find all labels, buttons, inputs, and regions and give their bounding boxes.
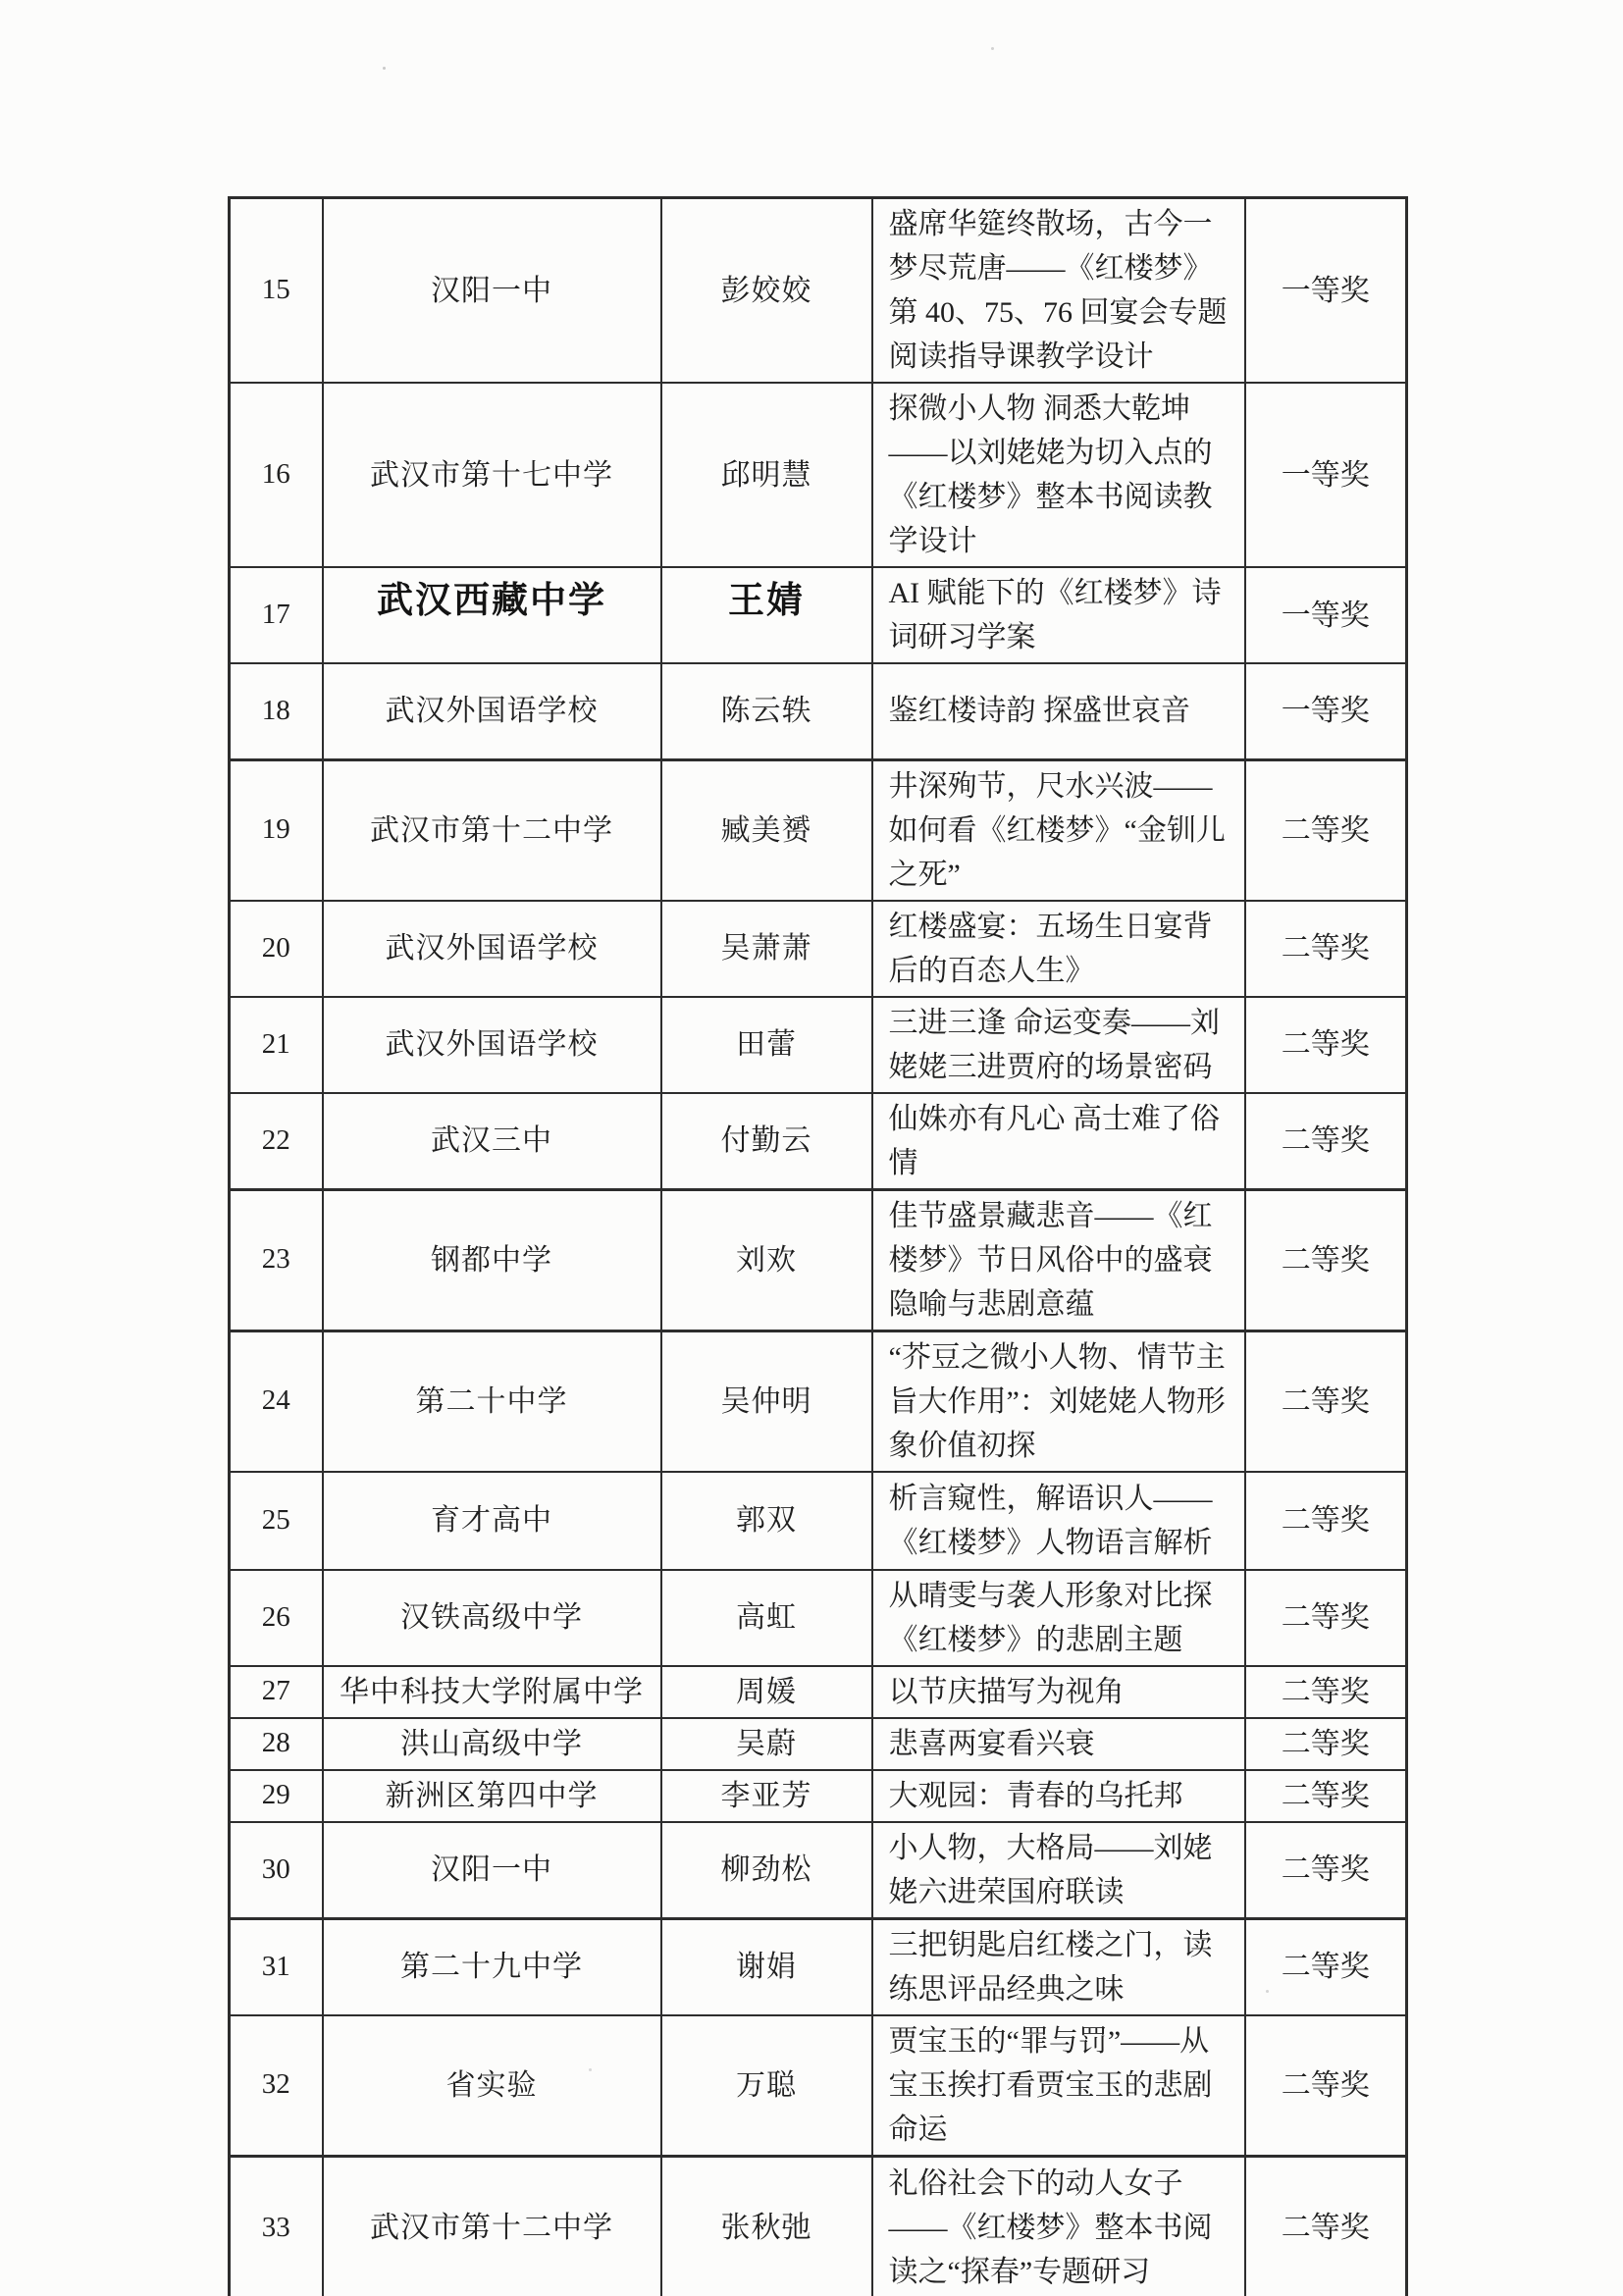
table-row — [230, 198, 1407, 384]
cell-school-name: 汉阳一中 — [323, 198, 661, 384]
table-row — [230, 567, 1407, 663]
cell-person-name: 臧美赟 — [661, 759, 872, 901]
table-row — [230, 383, 1407, 567]
cell-award-level: 二等奖 — [1245, 2015, 1407, 2157]
cell-school-name: 新洲区第四中学 — [323, 1770, 661, 1822]
cell-person-name: 田蕾 — [661, 997, 872, 1093]
cell-entry-title: 悲喜两宴看兴衰 — [872, 1718, 1245, 1770]
table-row — [230, 663, 1407, 759]
cell-person-name: 李亚芳 — [661, 1770, 872, 1822]
cell-award-level: 二等奖 — [1245, 997, 1407, 1093]
cell-entry-title: 鉴红楼诗韵 探盛世哀音 — [872, 663, 1245, 759]
cell-award-level: 一等奖 — [1245, 383, 1407, 567]
cell-entry-title: “芥豆之微小人物、情节主旨大作用”：刘姥姥人物形象价值初探 — [872, 1331, 1245, 1472]
table-row — [230, 1666, 1407, 1718]
cell-row-number: 26 — [230, 1570, 323, 1666]
awards-table — [228, 196, 1408, 2296]
cell-row-number: 33 — [230, 2156, 323, 2296]
cell-award-level: 二等奖 — [1245, 1770, 1407, 1822]
cell-school-name: 武汉市第十二中学 — [323, 759, 661, 901]
cell-school-name: 武汉市第十二中学 — [323, 2156, 661, 2296]
cell-school-name: 第二十中学 — [323, 1331, 661, 1472]
cell-row-number: 24 — [230, 1331, 323, 1472]
cell-entry-title: 仙姝亦有凡心 高士难了俗情 — [872, 1093, 1245, 1190]
cell-person-name: 陈云轶 — [661, 663, 872, 759]
table-row — [230, 997, 1407, 1093]
cell-row-number: 18 — [230, 663, 323, 759]
cell-entry-title: 以节庆描写为视角 — [872, 1666, 1245, 1718]
cell-award-level: 二等奖 — [1245, 901, 1407, 997]
cell-person-name: 谢娟 — [661, 1918, 872, 2015]
cell-school-name: 省实验 — [323, 2015, 661, 2157]
table-row — [230, 1189, 1407, 1331]
cell-person-name: 吴蔚 — [661, 1718, 872, 1770]
table-row — [230, 2015, 1407, 2157]
cell-entry-title: 贾宝玉的“罪与罚”——从宝玉挨打看贾宝玉的悲剧命运 — [872, 2015, 1245, 2157]
cell-award-level: 二等奖 — [1245, 1331, 1407, 1472]
cell-award-level: 二等奖 — [1245, 1472, 1407, 1570]
cell-person-name: 吴萧萧 — [661, 901, 872, 997]
cell-school-name: 武汉西藏中学 — [323, 567, 661, 663]
cell-row-number: 28 — [230, 1718, 323, 1770]
cell-entry-title: 红楼盛宴：五场生日宴背后的百态人生》 — [872, 901, 1245, 997]
cell-entry-title: 三把钥匙启红楼之门，读练思评品经典之味 — [872, 1918, 1245, 2015]
cell-row-number: 27 — [230, 1666, 323, 1718]
table-row — [230, 1918, 1407, 2015]
cell-award-level: 二等奖 — [1245, 1918, 1407, 2015]
cell-person-name: 高虹 — [661, 1570, 872, 1666]
cell-row-number: 25 — [230, 1472, 323, 1570]
table-row — [230, 901, 1407, 997]
cell-row-number: 20 — [230, 901, 323, 997]
cell-entry-title: 三进三逢 命运变奏——刘姥姥三进贾府的场景密码 — [872, 997, 1245, 1093]
cell-award-level: 一等奖 — [1245, 663, 1407, 759]
cell-award-level: 二等奖 — [1245, 2156, 1407, 2296]
cell-award-level: 二等奖 — [1245, 1189, 1407, 1331]
cell-school-name: 第二十九中学 — [323, 1918, 661, 2015]
cell-entry-title: 从晴雯与袭人形象对比探《红楼梦》的悲剧主题 — [872, 1570, 1245, 1666]
cell-person-name: 周媛 — [661, 1666, 872, 1718]
cell-school-name: 洪山高级中学 — [323, 1718, 661, 1770]
cell-school-name: 武汉外国语学校 — [323, 663, 661, 759]
cell-row-number: 29 — [230, 1770, 323, 1822]
cell-person-name: 郭双 — [661, 1472, 872, 1570]
cell-school-name: 汉铁高级中学 — [323, 1570, 661, 1666]
cell-school-name: 汉阳一中 — [323, 1822, 661, 1919]
cell-row-number: 22 — [230, 1093, 323, 1190]
cell-person-name: 万聪 — [661, 2015, 872, 2157]
cell-row-number: 31 — [230, 1918, 323, 2015]
table-row — [230, 1093, 1407, 1190]
cell-award-level: 二等奖 — [1245, 1822, 1407, 1919]
cell-school-name: 武汉三中 — [323, 1093, 661, 1190]
cell-row-number: 23 — [230, 1189, 323, 1331]
table-row — [230, 2156, 1407, 2296]
cell-award-level: 二等奖 — [1245, 1570, 1407, 1666]
cell-entry-title: 大观园：青春的乌托邦 — [872, 1770, 1245, 1822]
cell-row-number: 17 — [230, 567, 323, 663]
cell-entry-title: 探微小人物 洞悉大乾坤——以刘姥姥为切入点的《红楼梦》整本书阅读教学设计 — [872, 383, 1245, 567]
cell-award-level: 二等奖 — [1245, 1718, 1407, 1770]
cell-person-name: 吴仲明 — [661, 1331, 872, 1472]
cell-entry-title: 佳节盛景藏悲音——《红楼梦》节日风俗中的盛衰隐喻与悲剧意蕴 — [872, 1189, 1245, 1331]
cell-entry-title: 析言窥性，解语识人——《红楼梦》人物语言解析 — [872, 1472, 1245, 1570]
cell-award-level: 一等奖 — [1245, 567, 1407, 663]
cell-row-number: 30 — [230, 1822, 323, 1919]
table-row — [230, 759, 1407, 901]
table-row — [230, 1472, 1407, 1570]
cell-entry-title: AI 赋能下的《红楼梦》诗词研习学案 — [872, 567, 1245, 663]
cell-row-number: 21 — [230, 997, 323, 1093]
cell-person-name: 王婧 — [661, 567, 872, 663]
table-row — [230, 1822, 1407, 1919]
cell-entry-title: 小人物，大格局——刘姥姥六进荣国府联读 — [872, 1822, 1245, 1919]
cell-row-number: 19 — [230, 759, 323, 901]
table-row — [230, 1570, 1407, 1666]
cell-person-name: 刘欢 — [661, 1189, 872, 1331]
cell-award-level: 一等奖 — [1245, 198, 1407, 384]
cell-school-name: 华中科技大学附属中学 — [323, 1666, 661, 1718]
cell-row-number: 32 — [230, 2015, 323, 2157]
cell-row-number: 16 — [230, 383, 323, 567]
cell-row-number: 15 — [230, 198, 323, 384]
cell-person-name: 付勤云 — [661, 1093, 872, 1190]
cell-entry-title: 礼俗社会下的动人女子——《红楼梦》整本书阅读之“探春”专题研习 — [872, 2156, 1245, 2296]
cell-school-name: 武汉市第十七中学 — [323, 383, 661, 567]
cell-school-name: 钢都中学 — [323, 1189, 661, 1331]
cell-person-name: 邱明慧 — [661, 383, 872, 567]
table-row — [230, 1718, 1407, 1770]
cell-entry-title: 盛席华筵终散场，古今一梦尽荒唐——《红楼梦》第 40、75、76 回宴会专题阅读指导课教学设计 — [872, 198, 1245, 384]
cell-school-name: 武汉外国语学校 — [323, 901, 661, 997]
cell-person-name: 彭姣姣 — [661, 198, 872, 384]
cell-school-name: 武汉外国语学校 — [323, 997, 661, 1093]
cell-person-name: 张秋弛 — [661, 2156, 872, 2296]
cell-person-name: 柳劲松 — [661, 1822, 872, 1919]
cell-entry-title: 井深殉节，尺水兴波——如何看《红楼梦》“金钏儿之死” — [872, 759, 1245, 901]
cell-award-level: 二等奖 — [1245, 1666, 1407, 1718]
table-row — [230, 1770, 1407, 1822]
cell-award-level: 二等奖 — [1245, 1093, 1407, 1190]
cell-award-level: 二等奖 — [1245, 759, 1407, 901]
table-row — [230, 1331, 1407, 1472]
cell-school-name: 育才高中 — [323, 1472, 661, 1570]
